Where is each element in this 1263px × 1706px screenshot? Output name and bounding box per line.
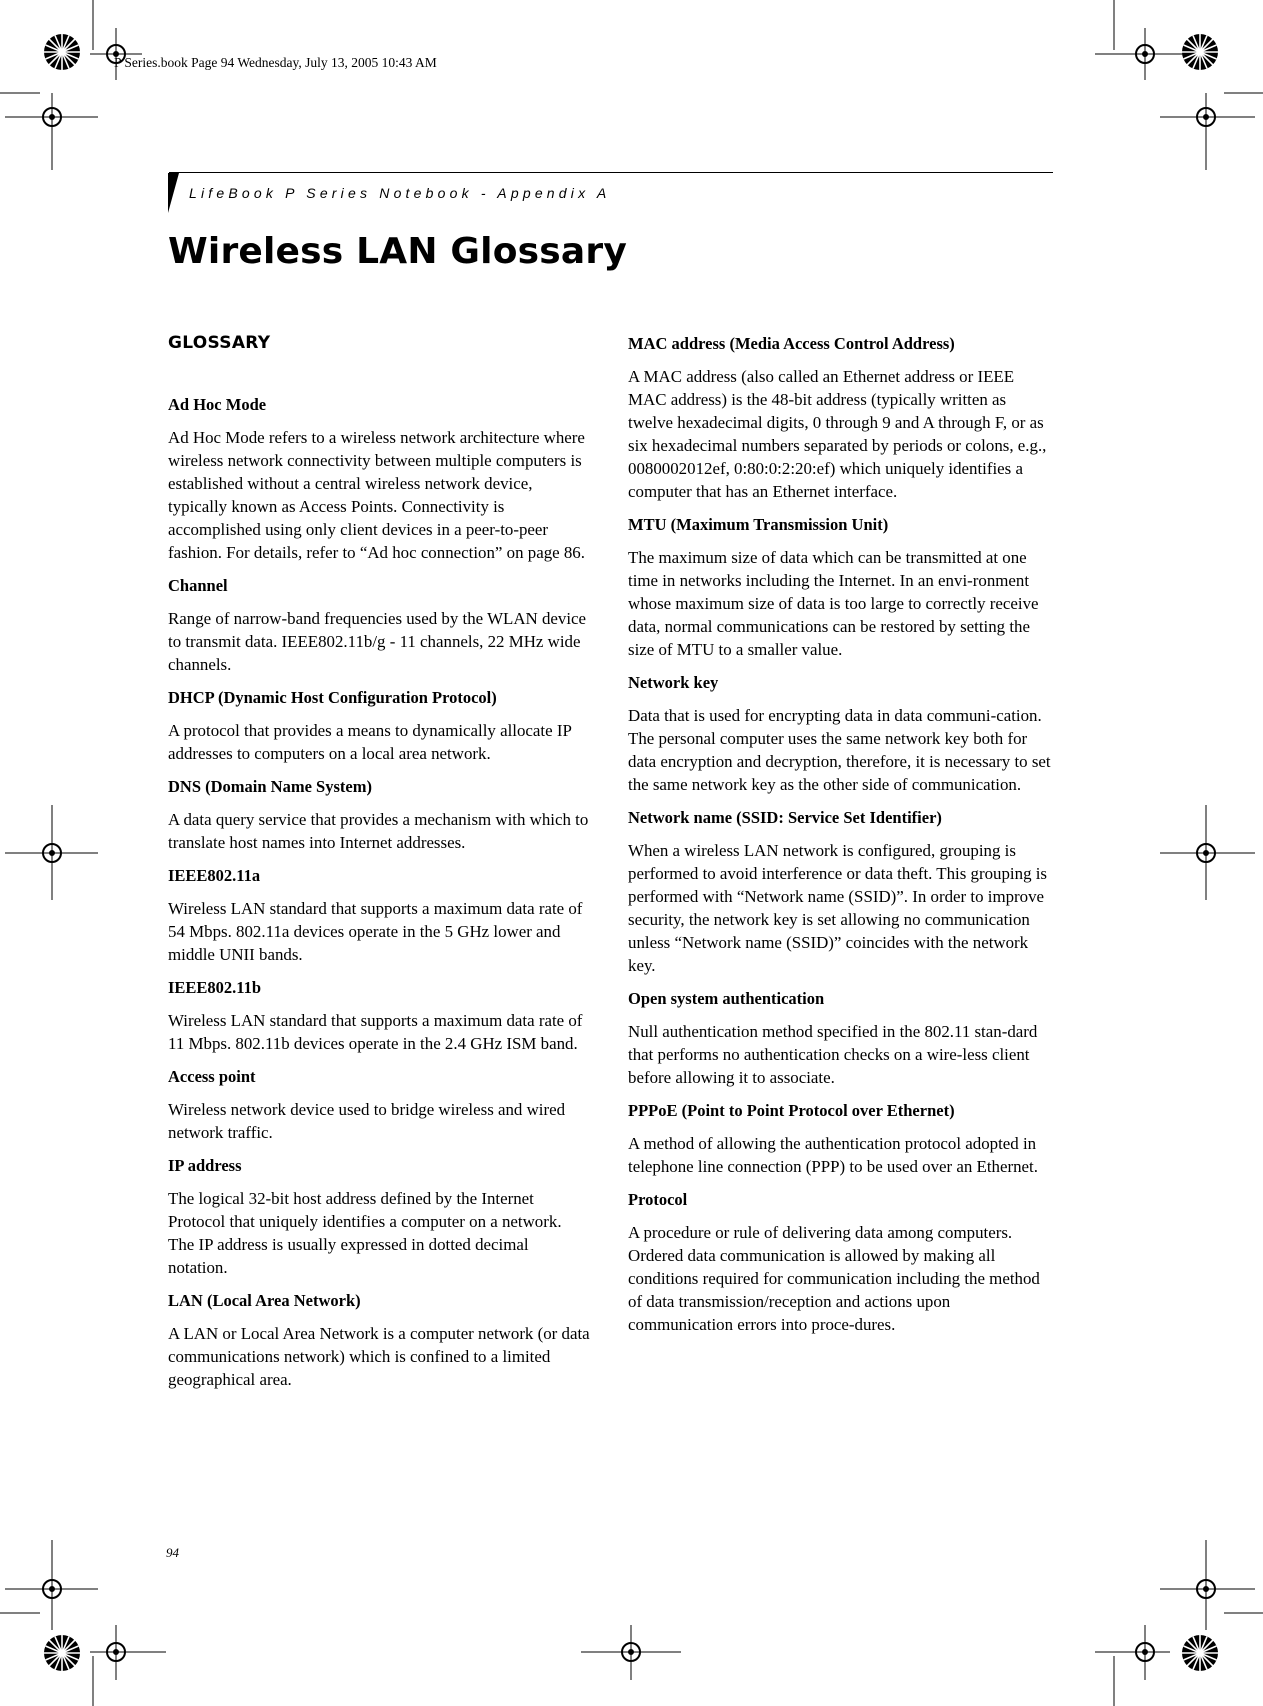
glossary-term: Network name (SSID: Service Set Identifier) [628,808,942,827]
glossary-term: IP address [168,1156,242,1175]
running-head: LifeBook P Series Notebook - Appendix A [189,185,611,201]
glossary-term: Access point [168,1067,256,1086]
glossary-definition: A MAC address (also called an Ethernet address or IEEE MAC address) is the 48-bit address (typically written as twelve hexadecimal digits, 0 through 9 and A through F, or as six hexadecimal numbers separated by periods or colons, e.g., 0080002012ef, 0:80:0:2:20:ef) which uniquely identifies a computer that has an Ethernet interface. [628,367,1047,501]
glossary-definition: A method of allowing the authentication protocol adopted in telephone line connection (PPP) to be used over an Ethernet. [628,1134,1038,1176]
glossary-definition: When a wireless LAN network is configured, grouping is performed to avoid interference or data theft. This grouping is performed with “Network name (SSID)”. In order to improve security, the network key is set allowing no communication unless “Network name (SSID)” coincides with the network key. [628,841,1047,975]
starburst-mark-icon [1182,1635,1218,1671]
registration-mark-icon [5,93,98,170]
glossary-definition: A data query service that provides a mechanism with which to translate host names into Internet addresses. [168,810,589,852]
registration-mark-icon [1160,1540,1255,1630]
registration-mark-icon [1160,93,1255,170]
glossary-definition: A procedure or rule of delivering data among computers. Ordered data communication is allowed by making all conditions required for communication including the method of data transmission/reception and actions upon communication errors into proce-dures. [628,1223,1040,1334]
glossary-term: MAC address (Media Access Control Address) [628,334,955,353]
registration-mark-icon [581,1625,681,1680]
registration-mark-icon [90,1625,166,1680]
starburst-mark-icon [44,1635,80,1671]
glossary-definition: Range of narrow-band frequencies used by the WLAN device to transmit data. IEEE802.11b/g - 11 channels, 22 MHz wide channels. [168,609,587,674]
glossary-definition: Wireless network device used to bridge wireless and wired network traffic. [168,1100,566,1142]
registration-mark-icon [90,28,142,80]
registration-mark-icon [1095,28,1190,80]
left-column [168,325,590,1403]
glossary-definition: Data that is used for encrypting data in data communi-cation. The personal computer uses the same network key both for data encryption and decryption, therefore, it is necessary to set the same network key as the other side of communication. [628,706,1051,794]
glossary-definition: Null authentication method specified in the 802.11 stan-dard that performs no authentication checks on a wire-less client before allowing it to associate. [628,1022,1038,1087]
glossary-term: IEEE802.11b [168,978,262,997]
glossary-definition: A LAN or Local Area Network is a computer network (or data communications network) which is confined to a limited geographical area. [168,1324,590,1389]
glossary-term: DHCP (Dynamic Host Configuration Protocol) [168,688,497,707]
right-column [628,325,1052,1348]
glossary-term: Open system authentication [628,989,825,1008]
glossary-term: Network key [628,673,719,692]
page-number: 94 [166,1545,179,1560]
glossary-term: PPPoE (Point to Point Protocol over Ethernet) [628,1101,955,1120]
glossary-definition: The maximum size of data which can be transmitted at one time in networks including the Internet. In an envi-ronment whose maximum size of data is too large to correctly receive data, normal communications can be restored by setting the size of MTU to a smaller value. [628,548,1039,659]
glossary-definition: Ad Hoc Mode refers to a wireless network architecture where wireless network connectivity between multiple computers is established without a central wireless network device, typically known as Access Points. Connectivity is accomplished using only client devices in a peer-to-peer fashion. For details, refer to “Ad hoc connection” on page 86. [168,428,585,562]
header-rule [169,172,1053,173]
glossary-term: DNS (Domain Name System) [168,777,372,796]
registration-mark-icon [1160,805,1255,900]
starburst-mark-icon [1182,34,1218,70]
glossary-term: Channel [168,576,228,595]
book-slug-line: P Series.book Page 94 Wednesday, July 13, 2005 10:43 AM [114,55,437,70]
glossary-definition: Wireless LAN standard that supports a maximum data rate of 54 Mbps. 802.11a devices operate in the 5 GHz lower and middle UNII bands. [168,899,583,964]
registration-mark-icon [5,805,98,900]
glossary-definition: Wireless LAN standard that supports a maximum data rate of 11 Mbps. 802.11b devices operate in the 2.4 GHz ISM band. [168,1011,583,1053]
glossary-term: LAN (Local Area Network) [168,1291,361,1310]
glossary-term: Protocol [628,1190,688,1209]
page-title: Wireless LAN Glossary [168,231,628,272]
registration-mark-icon [5,1540,98,1630]
glossary-term: IEEE802.11a [168,866,261,885]
registration-mark-icon [1095,1625,1170,1680]
starburst-mark-icon [44,34,80,70]
glossary-definition: The logical 32-bit host address defined by the Internet Protocol that uniquely identifies a computer on a network. The IP address is usually expressed in dotted decimal notation. [168,1189,562,1277]
glossary-term: Ad Hoc Mode [168,395,267,414]
glossary-definition: A protocol that provides a means to dynamically allocate IP addresses to computers on a local area network. [168,721,572,763]
glossary-term: MTU (Maximum Transmission Unit) [628,515,889,534]
section-heading: GLOSSARY [168,333,271,353]
header-triangle-icon [168,173,179,213]
